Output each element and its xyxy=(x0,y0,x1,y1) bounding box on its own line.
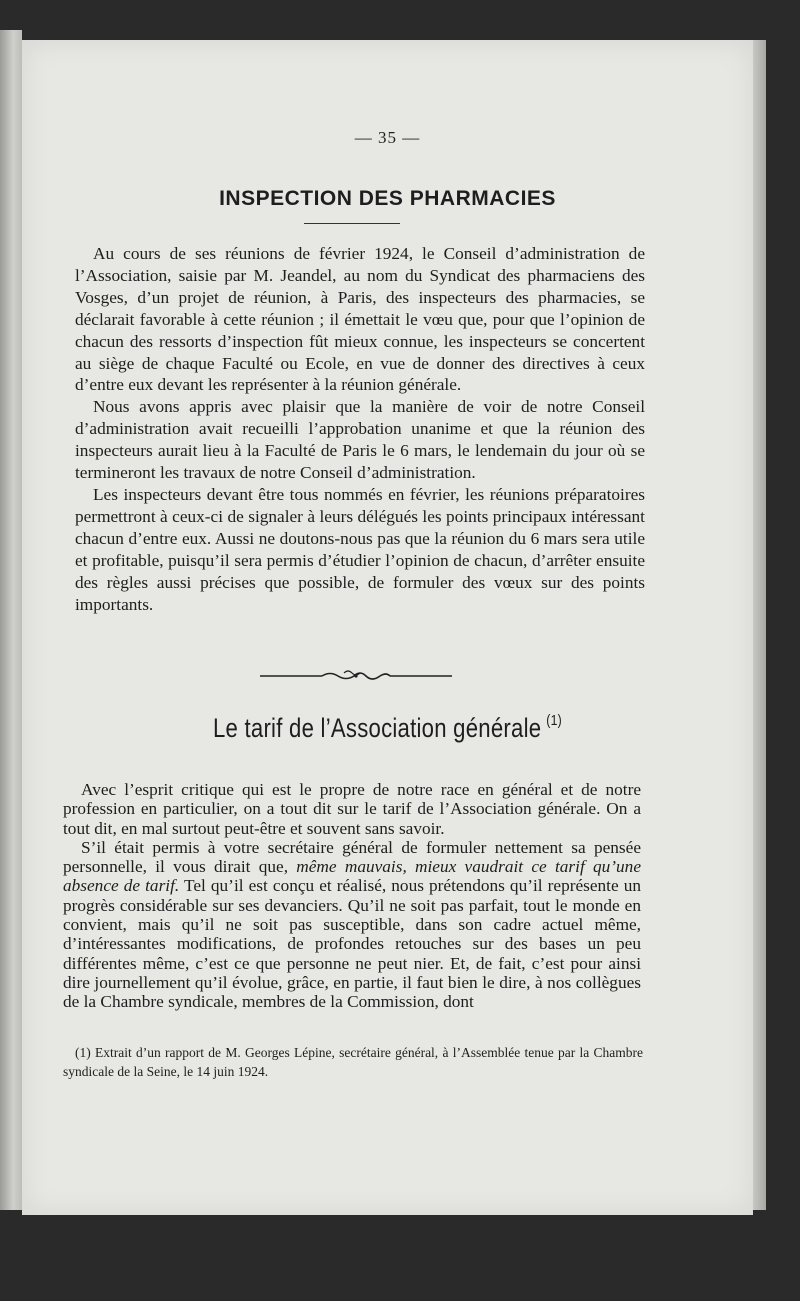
paragraph: Nous avons appris avec plaisir que la manière de voir de notre Conseil d’administration avait recueilli l’approbation unanime et que la réunion des inspecteurs aurait lieu à la Faculté de Paris le 6 mars, le lendemain du jour où se termineront les travaux de notre Conseil d’administration. xyxy=(75,397,645,483)
paragraph: Au cours de ses réunions de février 1924, le Conseil d’administration de l’Association, saisie par M. Jeandel, au nom du Syndicat des pharmaciens des Vosges, d’un projet de réunion, à Paris, des inspecteurs des pharmacies, se déclarait favorable à cette réunion ; il émettait le vœu que, pour que l’opinion de chacun des ressorts d’inspection fût mieux connue, les inspecteurs se concertent au siège de chaque Faculté ou Ecole, en vue de donner des directives à ceux d’entre eux devant les représenter à la réunion générale. xyxy=(75,244,645,395)
section-tarif-body xyxy=(63,780,641,1012)
paragraph-text: Tel qu’il est conçu et réalisé, nous prétendons qu’il représente un progrès considérable sur ses devanciers. Qu’il ne soit pas parfait, tout le monde en convient, mais qu’il ne soit pas susceptible, dans son cadre actuel même, d’intéressantes modifications, de profondes retouches sur des bases un peu différentes même, c’est ce que personne ne peut nier. Et, de fait, c’est pour ainsi dire journellement qu’il évolue, grâce, en partie, il faut bien le dire, à nos collègues de la Chambre syndicale, membres de la Commission, dont xyxy=(63,876,642,1012)
section-title-text: Le tarif de l’Association générale xyxy=(212,713,542,743)
adjacent-page-edge xyxy=(0,30,22,1210)
document-page xyxy=(22,40,753,1215)
paragraph: Avec l’esprit critique qui est le propre de notre race en général et de notre profession en particulier, on a tout dit sur le tarif de l’Association générale. On a tout dit, en mal surtout peut-être et souvent sans savoir. xyxy=(63,780,641,838)
paragraph: Les inspecteurs devant être tous nommés en février, les réunions préparatoires permettront à ceux-ci de signaler à leurs délégués les points principaux intéressant chacun d’entre eux. Aussi ne doutons-nous pas que la réunion du 6 mars sera utile et profitable, puisqu’il sera permis d’étudier l’opinion de chacun, d’arrêter ensuite des règles aussi précises que possible, de formuler des vœux sur des points importants. xyxy=(75,484,645,614)
footnote-text: (1) Extrait d’un rapport de M. Georges Lépine, secrétaire général, à l’Assemblée tenue par la Chambre syndicale de la Seine, le 14 juin 1924. xyxy=(63,1045,643,1079)
footnote xyxy=(63,1044,643,1081)
ornamental-divider xyxy=(260,668,452,684)
section-title-inspection: INSPECTION DES PHARMACIES xyxy=(219,187,556,210)
title-underline xyxy=(304,223,400,224)
footnote-marker: (1) xyxy=(546,712,563,729)
italic-quote: même mauvais, mieux vaudrait ce tarif qu’une absence de tarif. xyxy=(63,857,641,896)
paragraph xyxy=(63,838,641,1012)
page-stack-edge xyxy=(752,40,766,1210)
section-inspection-body xyxy=(75,243,645,615)
paragraph-text: S’il était permis à votre secrétaire général de formuler nettement sa pensée personnelle, il vous dirait que, xyxy=(63,837,641,877)
section-title-tarif xyxy=(88,712,687,744)
page-number: — 35 — xyxy=(354,128,421,147)
